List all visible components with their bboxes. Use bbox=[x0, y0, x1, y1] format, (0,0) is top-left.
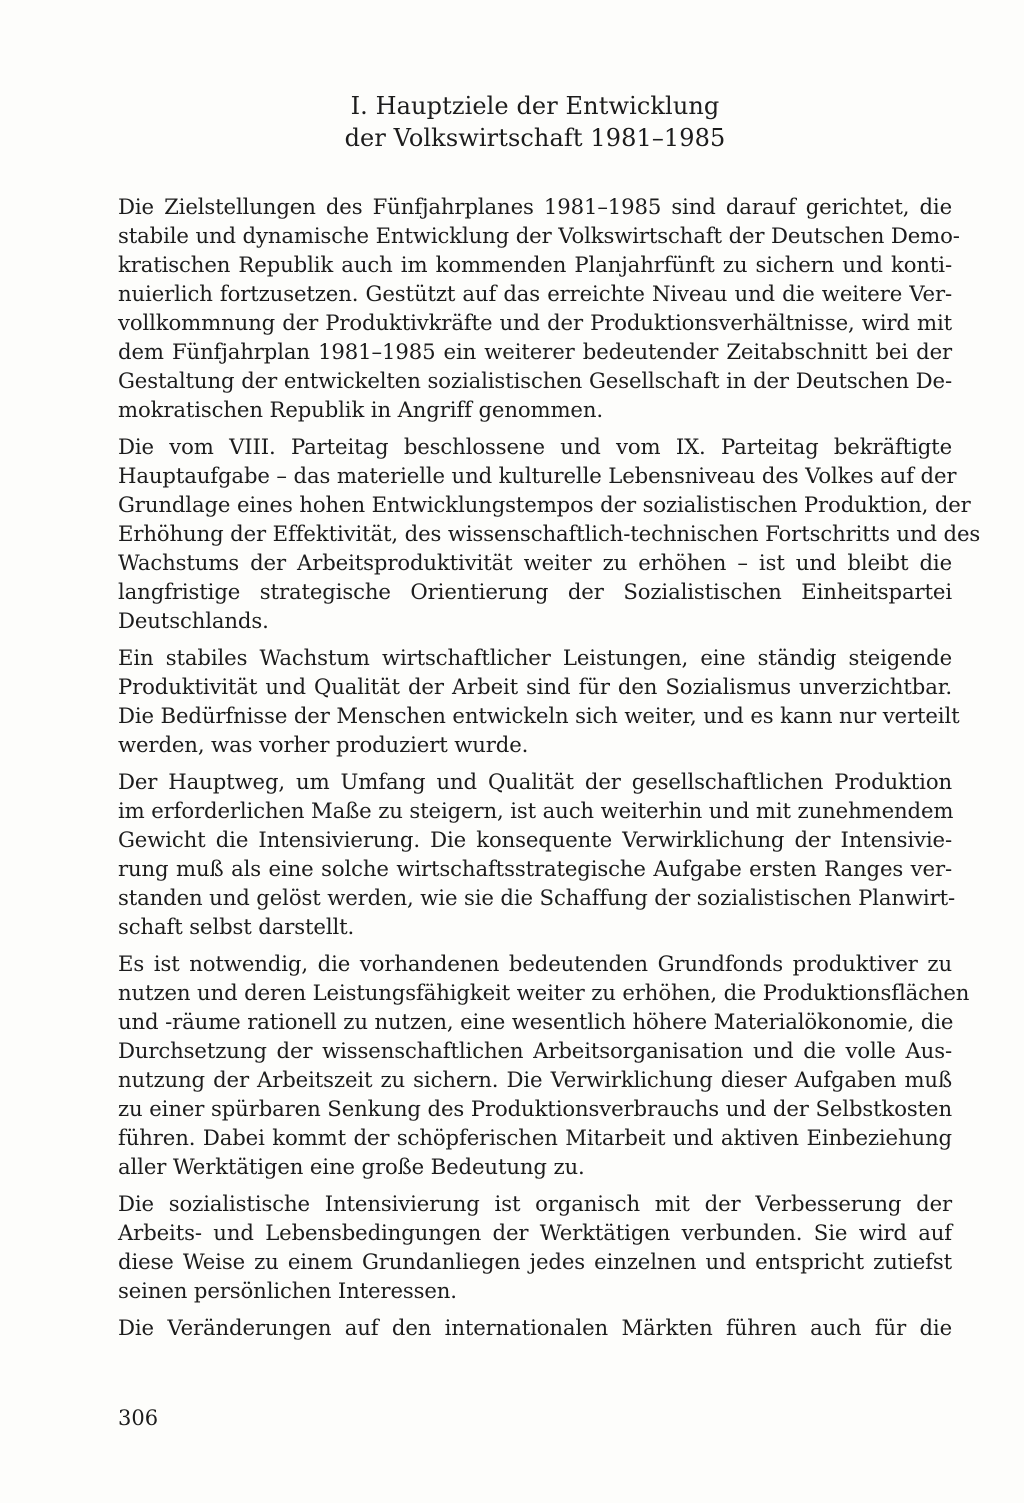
text-line: nuierlich fortzusetzen. Gestützt auf das erreichte Niveau und die weitere Ver- bbox=[118, 281, 952, 306]
text-line: Ein stabiles Wachstum wirtschaftlicher Leistungen, eine ständig steigende bbox=[118, 645, 952, 670]
text-line: kratischen Republik auch im kommenden Planjahrfünft zu sichern und konti- bbox=[118, 252, 952, 277]
paragraph bbox=[118, 1189, 952, 1305]
text-line: Produktivität und Qualität der Arbeit sind für den Sozialismus unverzichtbar. bbox=[118, 674, 952, 699]
text-line: Hauptaufgabe – das materielle und kulturelle Lebensniveau des Volkes auf der bbox=[118, 463, 957, 488]
text-line: standen und gelöst werden, wie sie die Schaffung der sozialistischen Planwirt- bbox=[118, 885, 956, 910]
paragraph bbox=[118, 643, 960, 759]
text-line: vollkommnung der Produktivkräfte und der Produktionsverhältnisse, wird mit bbox=[118, 310, 952, 335]
text-line: seinen persönlichen Interessen. bbox=[118, 1278, 457, 1303]
text-line: führen. Dabei kommt der schöpferischen Mitarbeit und aktiven Einbeziehung bbox=[118, 1125, 952, 1150]
text-line: nutzung der Arbeitszeit zu sichern. Die Verwirklichung dieser Aufgaben muß bbox=[118, 1067, 952, 1092]
text-line: Grundlage eines hohen Entwicklungstempos der sozialistischen Produktion, der bbox=[118, 492, 971, 517]
text-line: Die Veränderungen auf den internationalen Märkten führen auch für die bbox=[118, 1315, 952, 1340]
text-line: mokratischen Republik in Angriff genommen. bbox=[118, 397, 603, 422]
text-line: Die sozialistische Intensivierung ist organisch mit der Verbesserung der bbox=[118, 1191, 952, 1216]
text-line: Die Bedürfnisse der Menschen entwickeln sich weiter, und es kann nur verteilt bbox=[118, 703, 960, 728]
paragraph bbox=[118, 949, 970, 1181]
body-text bbox=[118, 192, 981, 1350]
text-line: Gestaltung der entwickelten sozialistischen Gesellschaft in der Deutschen De- bbox=[118, 368, 952, 393]
text-line: Gewicht die Intensivierung. Die konsequente Verwirklichung der Intensivie- bbox=[118, 827, 952, 852]
section-heading-line-1: I. Hauptziele der Entwicklung bbox=[350, 92, 720, 120]
text-line: Die Zielstellungen des Fünfjahrplanes 1981–1985 sind darauf gerichtet, die bbox=[118, 194, 952, 219]
text-line: schaft selbst darstellt. bbox=[118, 914, 355, 939]
text-line: Es ist notwendig, die vorhandenen bedeutenden Grundfonds produktiver zu bbox=[118, 951, 952, 976]
text-line: Wachstums der Arbeitsproduktivität weiter zu erhöhen – ist und bleibt die bbox=[118, 550, 952, 575]
text-line: werden, was vorher produziert wurde. bbox=[118, 732, 529, 757]
text-line: zu einer spürbaren Senkung des Produktionsverbrauchs und der Selbstkosten bbox=[118, 1096, 952, 1121]
paragraph bbox=[118, 1313, 952, 1342]
text-line: Arbeits- und Lebensbedingungen der Werktätigen verbunden. Sie wird auf bbox=[118, 1220, 952, 1245]
paragraph bbox=[118, 192, 960, 424]
text-line: diese Weise zu einem Grundanliegen jedes einzelnen und entspricht zutiefst bbox=[118, 1249, 952, 1274]
paragraph bbox=[118, 432, 981, 635]
text-line: Deutschlands. bbox=[118, 608, 269, 633]
paragraph bbox=[118, 767, 956, 941]
text-line: nutzen und deren Leistungsfähigkeit weiter zu erhöhen, die Produktionsflächen bbox=[118, 980, 970, 1005]
page-number: 306 bbox=[118, 1406, 159, 1430]
text-line: rung muß als eine solche wirtschaftsstrategische Aufgabe ersten Ranges ver- bbox=[118, 856, 952, 881]
text-line: langfristige strategische Orientierung der Sozialistischen Einheitspartei bbox=[118, 579, 952, 604]
text-line: im erforderlichen Maße zu steigern, ist auch weiterhin und mit zunehmendem bbox=[118, 798, 954, 823]
text-line: Der Hauptweg, um Umfang und Qualität der gesellschaftlichen Produktion bbox=[118, 769, 952, 794]
section-heading bbox=[118, 90, 952, 154]
text-line: dem Fünfjahrplan 1981–1985 ein weiterer bedeutender Zeitabschnitt bei der bbox=[118, 339, 952, 364]
text-line: aller Werktätigen eine große Bedeutung zu. bbox=[118, 1154, 585, 1179]
section-heading-line-2: der Volkswirtschaft 1981–1985 bbox=[344, 124, 726, 152]
text-line: Erhöhung der Effektivität, des wissenschaftlich-technischen Fortschritts und des bbox=[118, 521, 981, 546]
text-line: und -räume rationell zu nutzen, eine wesentlich höhere Materialökonomie, die bbox=[118, 1009, 954, 1034]
text-line: Die vom VIII. Parteitag beschlossene und vom IX. Parteitag bekräftigte bbox=[118, 434, 952, 459]
text-line: Durchsetzung der wissenschaftlichen Arbeitsorganisation und die volle Aus- bbox=[118, 1038, 952, 1063]
text-line: stabile und dynamische Entwicklung der Volkswirtschaft der Deutschen Demo- bbox=[118, 223, 960, 248]
